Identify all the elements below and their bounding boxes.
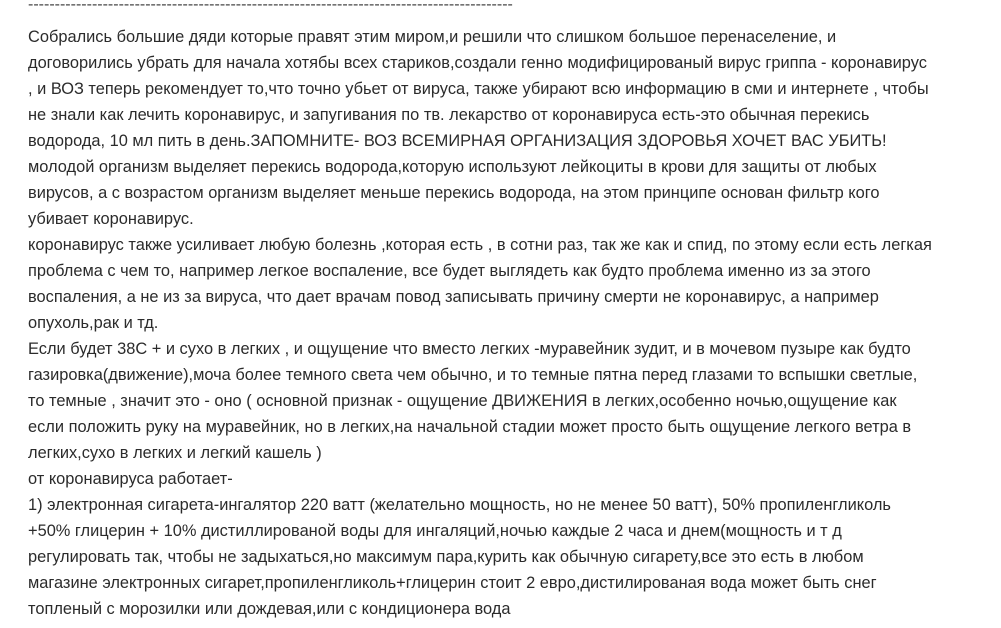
text-line: вирусов, а с возрастом организм выделяет меньше перекись водорода, на этом принципе основан фильтр кого (28, 184, 880, 202)
text-line: 1) электронная сигарета-ингалятор 220 ватт (желательно мощность, но не менее 50 ватт), 50% пропиленгликоль (28, 496, 891, 514)
text-line: то темные , значит это - оно ( основной признак - ощущение ДВИЖЕНИЯ в легких,особенно ночью,ощущение как (28, 392, 897, 410)
text-line: проблема с чем то, например легкое воспаление, все будет выглядеть как будто проблема именно из за этого (28, 262, 871, 280)
text-line: регулировать так, чтобы не задыхаться,но максимум пара,курить как обычную сигарету,все это есть в любом (28, 548, 864, 566)
text-line: коронавирус также усиливает любую болезнь ,которая есть , в сотни раз, так же как и спид, по этому если есть легкая (28, 236, 932, 254)
article-body (28, 24, 973, 622)
text-line: не знали как лечить коронавирус, и запугивания по тв. лекарство от коронавируса есть-это обычная перекись (28, 106, 870, 124)
text-line: топленый с морозилки или дождевая,или с кондиционера вода (28, 600, 511, 618)
text-line: водорода, 10 мл пить в день.ЗАПОМНИТЕ- ВОЗ ВСЕМИРНАЯ ОРГАНИЗАЦИЯ ЗДОРОВЬЯ ХОЧЕТ ВАС УБИТЬ! (28, 132, 887, 150)
text-line: Собрались большие дяди которые правят этим миром,и решили что слишком большое перенаселение, и (28, 28, 837, 46)
text-line: , и ВОЗ теперь рекомендует то,что точно убьет от вируса, также убирают всю информацию в сми и интернете , чтобы (28, 80, 929, 98)
text-line: убивает коронавирус. (28, 210, 194, 228)
text-line: от коронавируса работает- (28, 470, 233, 488)
text-line: газировка(движение),моча более темного света чем обычно, и то темные пятна перед глазами то вспышки светлые, (28, 366, 918, 384)
text-line: магазине электронных сигарет,пропиленгликоль+глицерин стоит 2 евро,дистилированая вода может быть снег (28, 574, 877, 592)
text-line: если положить руку на муравейник, но в легких,на начальной стадии может просто быть ощущение легкого ветра в (28, 418, 912, 436)
dashed-divider: ------------------------------------------------------------------------------------------- (28, 0, 513, 13)
text-line: договорились убрать для начала хотябы всех стариков,создали генно модифицированый вирус гриппа - коронавирус (28, 54, 927, 72)
text-line: +50% глицерин + 10% дистиллированой воды для ингаляций,ночью каждые 2 часа и днем(мощность и т д (28, 522, 842, 540)
text-line: воспаления, а не из за вируса, что дает врачам повод записывать причину смерти не коронавирус, а например (28, 288, 879, 306)
text-line: Если будет 38С + и сухо в легких , и ощущение что вместо легких -муравейник зудит, и в мочевом пузыре как будто (28, 340, 911, 358)
text-line: легких,сухо в легких и легкий кашель ) (28, 444, 322, 462)
text-line: молодой организм выделяет перекись водорода,которую используют лейкоциты в крови для защиты от любых (28, 158, 877, 176)
text-line: опухоль,рак и тд. (28, 314, 159, 332)
